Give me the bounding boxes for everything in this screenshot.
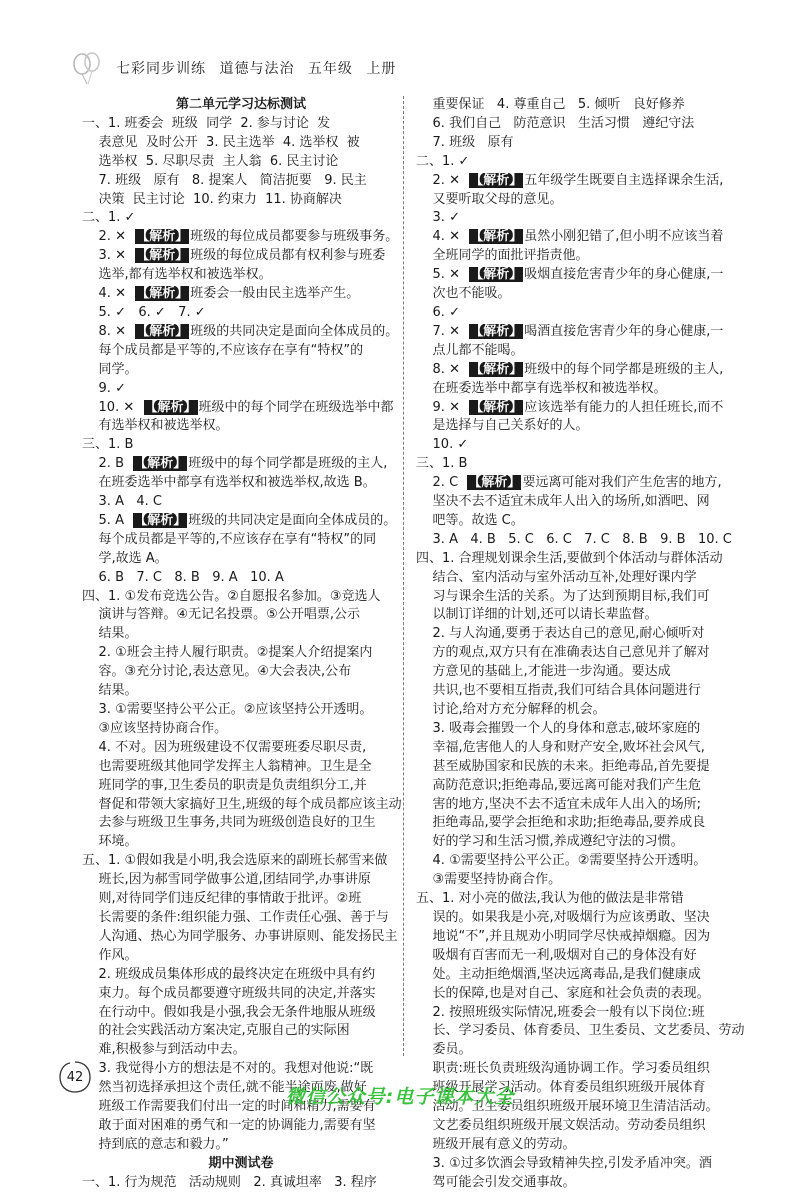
answer-line <box>416 682 734 701</box>
answer-text: 二、1. ✓ <box>416 153 470 169</box>
answer-line <box>82 417 400 436</box>
answer-line <box>82 550 400 569</box>
answer-line <box>416 606 734 625</box>
answer-line <box>82 512 400 531</box>
answer-line <box>82 701 400 720</box>
answer-line <box>82 455 400 474</box>
answer-text: 班级开展有意义的劳动。 <box>416 1136 576 1152</box>
answer-line <box>82 191 400 210</box>
answer-text: 方意见的基础上,才能进一步沟通。要达成 <box>416 664 671 680</box>
answer-line <box>416 1041 734 1060</box>
page-number-text: 42 <box>66 1069 84 1085</box>
analysis-tag: 【解析】 <box>136 229 189 245</box>
answer-text: 同学。 <box>82 361 138 377</box>
analysis-text: 班级的每位成员都有权利参与班委 <box>190 248 386 264</box>
analysis-text: 班级的共同决定是面向全体成员的。 <box>188 512 397 528</box>
answer-line <box>416 1060 734 1079</box>
answer-line <box>82 1022 400 1041</box>
answer-text: 选举,都有选举权和被选举权。 <box>82 267 272 283</box>
answer-text: 3. 吸毒会摧毁一个人的身体和意志,破坏家庭的 <box>416 720 701 736</box>
answer-line <box>416 928 734 947</box>
answer-text: 6. 我们自己 防范意识 生活习惯 遵纪守法 <box>416 115 695 131</box>
answer-text: 3. ①过多饮酒会导致精神失控,引发矛盾冲突。酒 <box>416 1155 712 1171</box>
answer-line <box>82 1174 400 1193</box>
answer-text: 则,对待同学们违反纪律的事情敢于批评。②班 <box>82 891 362 907</box>
answer-text: 班长,因为郝雪同学做事公道,团结同学,办事讲原 <box>82 872 371 888</box>
answer-line <box>82 266 400 285</box>
answer-text: 束力。每个成员都要遵守班级共同的决定,并落实 <box>82 985 376 1001</box>
answer-line <box>416 153 734 172</box>
answer-line <box>82 569 400 588</box>
answer-line <box>416 304 734 323</box>
answer-line <box>416 436 734 455</box>
answer-line <box>82 644 400 663</box>
answer-line <box>82 663 400 682</box>
answer-text: 敢于面对困难的勇气和一定的协调能力,需要有坚 <box>82 1117 376 1133</box>
answer-line <box>416 115 734 134</box>
answer-line <box>82 890 400 909</box>
answer-line <box>82 342 400 361</box>
answer-line <box>416 209 734 228</box>
analysis-tag: 【解析】 <box>470 361 523 377</box>
answer-text: 高防范意识;拒绝毒品,要远离可能对我们产生危 <box>416 777 702 793</box>
answer-text: 二、1. ✓ <box>82 210 136 226</box>
answer-text: 以制订详细的计划,还可以请长辈监督。 <box>416 607 658 623</box>
analysis-text: 班级中的每个同学都是班级的主人, <box>188 456 388 472</box>
answer-line <box>416 625 734 644</box>
answer-line <box>82 115 400 134</box>
answer-line <box>416 399 734 418</box>
analysis-tag: 【解析】 <box>136 248 189 264</box>
answer-line <box>82 436 400 455</box>
answer-text: 点儿都不能喝。 <box>416 342 524 358</box>
answer-text: 决策 民主讨论 10. 约束力 11. 协商解决 <box>82 191 342 207</box>
answer-line <box>416 796 734 815</box>
answer-line <box>82 739 400 758</box>
answer-text: 长、学习委员、体育委员、卫生委员、文艺委员、劳动 <box>416 1023 745 1039</box>
answer-text: 习与课余生活的关系。为了达到预期目标,我们可 <box>416 588 710 604</box>
answer-line <box>416 966 734 985</box>
answer-text: 四、1. 合理规划课余生活,要做到个体活动与群体活动 <box>416 550 723 566</box>
answer-line <box>416 531 734 550</box>
answer-line <box>82 682 400 701</box>
answer-line <box>416 172 734 191</box>
answer-text: 一、1. 行为规范 活动规则 2. 真诚坦率 3. 程序 <box>82 1174 377 1190</box>
answer-text: 4. ①需要坚持公平公正。②需要坚持公开透明。 <box>416 853 707 869</box>
answer-line <box>82 720 400 739</box>
answer-line <box>82 1060 400 1079</box>
analysis-tag: 【解析】 <box>470 267 523 283</box>
footer-watermark: 微信公众号:电子课本大全 <box>285 1086 515 1108</box>
answer-line <box>416 833 734 852</box>
answer-text: 环境。 <box>82 834 138 850</box>
answer-text: 10. ✕ <box>82 399 143 415</box>
answer-line <box>416 191 734 210</box>
answer-line <box>82 625 400 644</box>
analysis-text: 班级中的每个同学都是班级的主人, <box>524 361 724 377</box>
answer-line <box>82 966 400 985</box>
answer-line <box>416 361 734 380</box>
answer-text: 班同学的事,卫生委员的职责是负责组织分工,并 <box>82 777 367 793</box>
answer-line <box>416 493 734 512</box>
answer-text: 五、1. ①假如我是小明,我会选原来的副班长郝雪来做 <box>82 853 388 869</box>
answer-text: 6. B 7. C 8. B 9. A 10. A <box>82 569 284 585</box>
answer-line <box>82 1155 400 1174</box>
answer-line <box>416 1155 734 1174</box>
analysis-tag: 【解析】 <box>470 399 523 415</box>
answer-text: 长需要的条件:组织能力强、工作责任心强、善于与 <box>82 909 389 925</box>
answer-line <box>416 323 734 342</box>
answer-line <box>416 455 734 474</box>
answer-text: 2. ✕ <box>82 229 135 245</box>
answer-line <box>82 777 400 796</box>
answer-line <box>416 644 734 663</box>
answer-line <box>82 796 400 815</box>
answer-text: 3. A 4. B 5. C 6. C 7. C 8. B 9. B 10. C <box>416 531 732 547</box>
answer-line <box>82 928 400 947</box>
answer-line <box>82 134 400 153</box>
answer-line <box>82 361 400 380</box>
answer-line <box>416 588 734 607</box>
analysis-text: 班委会一般由民主选举产生。 <box>190 286 360 302</box>
answer-text: 作风。 <box>82 947 138 963</box>
answer-text: 在班委选举中都享有选举权和被选举权。 <box>416 380 667 396</box>
answer-line <box>416 247 734 266</box>
answer-line <box>82 947 400 966</box>
answer-text: 三、1. B <box>82 437 134 453</box>
answer-text: 持到底的意志和毅力。” <box>82 1136 229 1152</box>
answer-text: 6. ✓ <box>416 304 460 320</box>
answer-text: 的社会实践活动方案决定,克服自己的实际困 <box>82 1023 350 1039</box>
answer-text: 委员。 <box>416 1042 472 1058</box>
analysis-text: 班级中的每个同学在班级选举中都 <box>198 399 394 415</box>
answer-text: 五、1. 对小亮的做法,我认为他的做法是非常错 <box>416 891 684 907</box>
answer-text: ③应该坚持协商合作。 <box>82 720 228 736</box>
answer-line <box>82 852 400 871</box>
analysis-text: 吸烟直接危害青少年的身心健康,一 <box>524 267 724 283</box>
answer-line <box>416 852 734 871</box>
answer-text: 讨论,给对方充分解释的机会。 <box>416 702 606 717</box>
answer-text: 每个成员都是平等的,不应该存在享有“特权”的 <box>82 342 364 358</box>
answer-line <box>82 153 400 172</box>
answer-line <box>416 569 734 588</box>
answer-line <box>82 285 400 304</box>
answer-line <box>82 1041 400 1060</box>
answer-text: 第二单元学习达标测试 <box>175 97 306 112</box>
answer-line <box>416 663 734 682</box>
analysis-text: 喝酒直接危害青少年的身心健康,一 <box>524 323 724 339</box>
answer-text: 去参与班级卫生事务,共同为班级创造良好的卫生 <box>82 815 376 831</box>
answer-text: 2. 与人沟通,要勇于表达自己的意见,耐心倾听对 <box>416 626 705 642</box>
answer-text: 3. ✕ <box>82 248 135 264</box>
answer-line <box>416 417 734 436</box>
answer-line <box>82 531 400 550</box>
answer-line <box>416 1136 734 1155</box>
answer-text: 结合、室内活动与室外活动互补,处理好课内学 <box>416 569 697 585</box>
answer-text: 方的观点,双方只有在准确表达自己意见并了解对 <box>416 645 710 661</box>
answer-text: 是选择与自己关系好的人。 <box>416 418 589 434</box>
answer-text: 2. B <box>82 456 133 472</box>
header-title: 七彩同步训练 道德与法治 五年级 上册 <box>116 61 397 77</box>
answer-text: 难,积极参与到活动中去。 <box>82 1042 246 1058</box>
answer-text: 然当初选择承担这个责任,就不能半途而废,做好 <box>82 1080 367 1096</box>
answer-text: 好的学习和生活习惯,养成遵纪守法的习惯。 <box>416 834 684 850</box>
answer-text: 3. ✓ <box>416 210 460 226</box>
answer-text: 活动。卫生委员组织班级开展环境卫生清洁活动。 <box>416 1099 719 1115</box>
answer-line <box>82 1004 400 1023</box>
page-header <box>70 48 730 88</box>
answer-line <box>82 96 400 115</box>
answer-line <box>416 701 734 720</box>
answer-line <box>416 720 734 739</box>
answer-text: 4. ✕ <box>82 286 135 302</box>
answer-text: 又要听取父母的意见。 <box>416 191 563 207</box>
answer-line <box>82 474 400 493</box>
answer-text: 期中测试卷 <box>208 1155 274 1171</box>
answer-line <box>82 833 400 852</box>
answer-text: 幸福,危害他人的人身和财产安全,败坏社会风气, <box>416 739 705 755</box>
answer-line <box>416 871 734 890</box>
answer-line <box>82 1117 400 1136</box>
answer-text: 3. 我觉得小方的想法是不对的。我想对他说:“既 <box>82 1061 374 1077</box>
answer-text: 人沟通、热心为同学服务、办事讲原则、能发扬民主 <box>82 928 398 944</box>
answer-line <box>416 134 734 153</box>
analysis-tag: 【解析】 <box>136 323 189 339</box>
analysis-text: 虽然小刚犯错了,但小明不应该当着 <box>524 229 724 245</box>
answer-text: 坚决不去不适宜未成年人出入的场所,如酒吧、网 <box>416 494 710 510</box>
answer-text: 4. 不对。因为班级建设不仅需要班委尽职尽责, <box>82 739 367 755</box>
answer-line <box>82 1136 400 1155</box>
answer-line <box>416 947 734 966</box>
answer-text: 选举权 5. 尽职尽责 主人翁 6. 民主讨论 <box>82 153 339 169</box>
answer-text: 演讲与答辩。④无记名投票。⑤公开唱票,公示 <box>82 607 360 623</box>
answer-text: 也需要班级其他同学发挥主人翁精神。卫生是全 <box>82 758 372 774</box>
analysis-tag: 【解析】 <box>470 323 523 339</box>
answer-text: 班级开展学习活动。体育委员组织班级开展体育 <box>416 1080 706 1096</box>
answer-text: 吸烟有百害而无一利,吸烟对自己的身体没有好 <box>416 947 697 963</box>
analysis-text: 要远离可能对我们产生危害的地方, <box>522 475 722 491</box>
answer-line <box>416 1117 734 1136</box>
analysis-tag: 【解析】 <box>470 172 523 188</box>
answer-text: 5. ✓ 6. ✓ 7. ✓ <box>82 304 206 320</box>
answer-text: 4. ✕ <box>416 229 469 245</box>
answer-text: 2. C <box>416 475 467 491</box>
answer-text: 学,故选 A。 <box>82 550 168 566</box>
answer-text: 9. ✕ <box>416 399 469 415</box>
answer-text: 3. ①需要坚持公平公正。②应该坚持公开透明。 <box>82 702 373 717</box>
answer-text: 驾可能会引发交通事故。 <box>416 1174 576 1190</box>
answer-line <box>416 1004 734 1023</box>
answer-text: 共识,也不要相互指责,我们可结合具体问题进行 <box>416 683 701 699</box>
answer-line <box>82 606 400 625</box>
answer-text: 害的地方,坚决不去不适宜未成年人出入的场所; <box>416 796 702 812</box>
answer-text: 吧等。故选 C。 <box>416 512 524 528</box>
answer-line <box>82 247 400 266</box>
answer-line <box>82 758 400 777</box>
answer-line <box>82 985 400 1004</box>
answer-line <box>416 814 734 833</box>
answer-line <box>416 512 734 531</box>
answer-text: 9. ✓ <box>82 380 126 396</box>
answer-text: 四、1. ①发布竞选公告。②自愿报名参加。③竞选人 <box>82 588 381 604</box>
answer-line <box>416 739 734 758</box>
answer-text: 容。③充分讨论,表达意见。④大会表决,公布 <box>82 664 352 680</box>
answer-line <box>82 323 400 342</box>
answer-text: 三、1. B <box>416 456 468 472</box>
answer-line <box>82 814 400 833</box>
answer-line <box>416 380 734 399</box>
balloon-logo-icon <box>70 50 106 86</box>
right-column <box>416 96 745 1190</box>
answer-line <box>416 909 734 928</box>
analysis-tag: 【解析】 <box>134 456 187 472</box>
answer-text: 甚至威胁国家和民族的未来。拒绝毒品,首先要提 <box>416 758 710 774</box>
answer-text: 表意见 及时公开 3. 民主选举 4. 选举权 被 <box>82 134 360 150</box>
answer-text: 有选举权和被选举权。 <box>82 418 229 434</box>
answer-line <box>82 399 400 418</box>
answer-line <box>82 380 400 399</box>
answer-line <box>416 1174 734 1193</box>
answer-line <box>416 550 734 569</box>
answer-line <box>416 266 734 285</box>
answer-text: ③需要坚持协商合作。 <box>416 872 562 888</box>
answer-text: 3. A 4. C <box>82 494 162 510</box>
answer-text: 2. ①班会主持人履行职责。②提案人介绍提案内 <box>82 645 373 661</box>
answer-text: 5. ✕ <box>416 267 469 283</box>
answer-text: 5. A <box>82 512 133 528</box>
answer-text: 在行动中。假如我是小强,我会无条件地服从班级 <box>82 1004 376 1020</box>
analysis-tag: 【解析】 <box>134 512 187 528</box>
answer-line <box>82 909 400 928</box>
answer-line <box>416 985 734 1004</box>
answer-text: 误的。如果我是小亮,对吸烟行为应该勇敢、坚决 <box>416 909 710 925</box>
analysis-tag: 【解析】 <box>144 399 197 415</box>
analysis-tag: 【解析】 <box>136 286 189 302</box>
answer-text: 次也不能吸。 <box>416 286 511 302</box>
analysis-text: 班级的每位成员都要参与班级事务。 <box>190 229 399 245</box>
column-divider <box>403 96 404 1056</box>
answer-line <box>416 96 734 115</box>
answer-text: 结果。 <box>82 626 138 642</box>
answer-line <box>416 228 734 247</box>
analysis-text: 班级的共同决定是面向全体成员的。 <box>190 323 399 339</box>
answer-line <box>416 474 734 493</box>
answer-text: 班级工作需要我们付出一定的时间和精力,需要有 <box>82 1099 376 1115</box>
answer-line <box>416 890 734 909</box>
answer-line <box>82 209 400 228</box>
analysis-text: 五年级学生既要自主选择课余生活, <box>524 172 724 188</box>
answer-text: 7. ✕ <box>416 323 469 339</box>
answer-text: 2. ✕ <box>416 172 469 188</box>
answer-text: 2. 按照班级实际情况,班委会一般有以下岗位:班 <box>416 1004 705 1020</box>
answer-text: 7. 班级 原有 8. 提案人 简洁扼要 9. 民主 <box>82 172 367 188</box>
answer-text: 在班委选举中都享有选举权和被选举权,故选 B。 <box>82 475 376 491</box>
answer-text: 8. ✕ <box>416 361 469 377</box>
answer-text: 督促和带领大家搞好卫生,班级的每个成员都应该主动 <box>82 796 402 812</box>
answer-text: 职责:班长负责班级沟通协调工作。学习委员组织 <box>416 1061 710 1077</box>
answer-line <box>82 588 400 607</box>
analysis-tag: 【解析】 <box>468 475 521 491</box>
answer-text: 8. ✕ <box>82 323 135 339</box>
answer-line <box>82 172 400 191</box>
answer-line <box>416 777 734 796</box>
answer-text: 结果。 <box>82 683 138 699</box>
answer-line <box>82 304 400 323</box>
answer-line <box>82 228 400 247</box>
answer-text: 全班同学的面批评指责他。 <box>416 248 589 264</box>
answer-text: 10. ✓ <box>416 437 469 453</box>
answer-text: 长的保障,也是对自己、家庭和社会负责的表现。 <box>416 985 710 1001</box>
analysis-tag: 【解析】 <box>470 229 523 245</box>
answer-text: 一、1. 班委会 班级 同学 2. 参与讨论 发 <box>82 115 331 131</box>
answer-text: 地说“不”,并且规劝小明同学尽快戒掉烟瘾。因为 <box>416 928 711 944</box>
answer-text: 拒绝毒品,要学会拒绝和求助;拒绝毒品,要养成良 <box>416 815 706 831</box>
answer-text: 重要保证 4. 尊重自己 5. 倾听 良好修养 <box>416 97 685 112</box>
answer-text: 7. 班级 原有 <box>416 134 514 150</box>
answer-line <box>416 758 734 777</box>
answer-text: 处。主动拒绝烟酒,坚决远离毒品,是我们健康成 <box>416 966 701 982</box>
answer-line <box>82 871 400 890</box>
answer-line <box>416 285 734 304</box>
answer-line <box>82 493 400 512</box>
answer-line <box>416 1022 745 1041</box>
answer-text: 2. 班级成员集体形成的最终决定在班级中具有约 <box>82 966 376 982</box>
analysis-text: 应该选举有能力的人担任班长,而不 <box>524 399 724 415</box>
answer-text: 文艺委员组织班级开展文娱活动。劳动委员组织 <box>416 1117 706 1133</box>
answer-text: 每个成员都是平等的,不应该存在享有“特权”的同 <box>82 531 377 547</box>
answer-line <box>416 342 734 361</box>
